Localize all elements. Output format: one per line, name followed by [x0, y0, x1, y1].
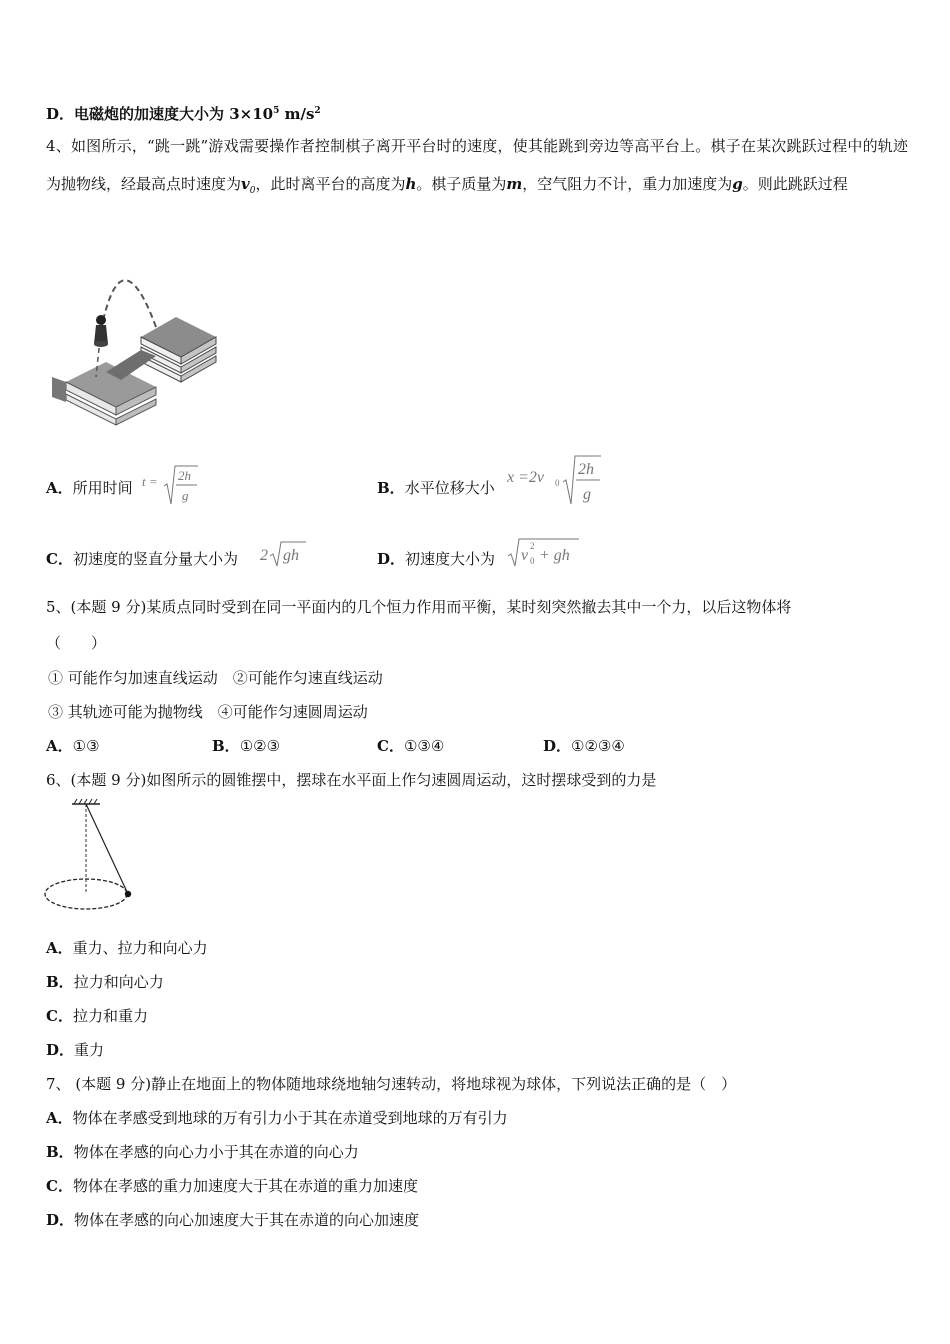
option-text: 拉力和向心力 [73, 973, 164, 991]
stem-text: (本题 9 分)某质点同时受到在同一平面内的几个恒力作用而平衡，某时刻突然撤去其中一个力，以后这物体将 [70, 598, 792, 616]
stem-part: 。棋子质量为 [416, 175, 507, 193]
option-text: 初速度大小为 [405, 550, 496, 568]
option-text: 物体在孝感的向心加速度大于其在赤道的向心加速度 [74, 1211, 420, 1229]
question-number: 6、 [46, 771, 71, 789]
trajectory-curve [101, 280, 156, 330]
q5-option-d [543, 736, 625, 756]
option-label: C． [46, 1007, 73, 1025]
question-number: 5、 [46, 598, 71, 616]
var-v0: v [241, 175, 250, 193]
q5-statement-1: ① 可能作匀加速直线运动 ②可能作匀速直线运动 [48, 669, 383, 687]
exponent: 5 [273, 106, 280, 116]
option-label: D． [377, 550, 406, 568]
unit-exponent: 2 [314, 106, 321, 116]
formula-numerator: 2h [178, 468, 191, 483]
ceiling-mount [72, 799, 100, 804]
question-number: 4、 [46, 137, 71, 155]
stem-part: ，此时离平台的高度为 [255, 175, 406, 193]
formula-lhs: t = [142, 474, 158, 489]
option-label: A． [46, 939, 73, 957]
option-label: C． [377, 737, 404, 755]
var-h: h [405, 175, 417, 193]
q5-option-c [377, 736, 444, 756]
option-label: A． [46, 479, 73, 497]
formula-initial-speed [507, 536, 582, 568]
option-label: C． [46, 550, 73, 568]
stem-part: ，空气阻力不计，重力加速度为 [522, 175, 733, 193]
q5-statement-2: ③ 其轨迹可能为抛物线 ④可能作匀速圆周运动 [48, 703, 368, 721]
formula-denominator: g [182, 488, 189, 503]
q5-blank: （ ） [46, 634, 107, 652]
option-text: ①②③ [239, 737, 281, 755]
conical-pendulum-figure [44, 798, 139, 916]
option-text: 物体在孝感受到地球的万有引力小于其在赤道受到地球的万有引力 [72, 1109, 508, 1127]
var-m: m [506, 175, 523, 193]
option-label: D． [46, 1041, 75, 1059]
option-text: ①③④ [403, 737, 445, 755]
q7-option-c [46, 1176, 418, 1196]
formula-radicand: gh [283, 547, 299, 564]
formula-displacement [507, 452, 607, 508]
option-label: B． [46, 973, 74, 991]
q4-option-b [377, 478, 495, 498]
option-text: ①②③④ [571, 737, 625, 755]
option-text: 水平位移大小 [404, 479, 495, 497]
q6-option-c [46, 1006, 148, 1026]
formula-numerator: 2h [578, 461, 594, 478]
chess-piece [94, 315, 108, 347]
option-text: 所用时间 [72, 479, 133, 497]
option-label: A． [46, 737, 73, 755]
option-label: A． [46, 1109, 73, 1127]
q5-option-b [212, 736, 280, 756]
jump-game-figure [46, 252, 221, 427]
option-text: 物体在孝感的重力加速度大于其在赤道的重力加速度 [72, 1177, 418, 1195]
formula-rest: + gh [535, 547, 570, 564]
var-g: g [732, 175, 743, 193]
option-label: D． [543, 737, 572, 755]
question-number: 7、 [46, 1075, 71, 1093]
q6-option-b [46, 972, 164, 992]
option-text: 重力、拉力和向心力 [72, 939, 208, 957]
q5-stem [46, 597, 791, 617]
formula-sub: 0 [555, 478, 560, 488]
option-text: 拉力和重力 [72, 1007, 148, 1025]
q4-option-d [377, 549, 495, 569]
q7-stem [46, 1074, 736, 1094]
option-text: ①③ [72, 737, 100, 755]
option-text: 初速度的竖直分量大小为 [72, 550, 238, 568]
right-platform [141, 317, 216, 382]
option-text: 重力 [74, 1041, 105, 1059]
formula-vertical-velocity [260, 538, 310, 568]
option-label: D． [46, 1211, 75, 1229]
left-platform [52, 362, 156, 425]
formula-coef: 2 [260, 547, 268, 564]
option-label: B． [212, 737, 240, 755]
stem-part: 。则此跳跃过程 [742, 175, 848, 193]
option-label: B． [46, 1143, 74, 1161]
option-label: D． [46, 105, 75, 123]
formula-sup: 2 [530, 541, 535, 551]
formula-lhs: x =2v [507, 469, 544, 486]
stem-text: (本题 9 分)静止在地面上的物体随地球绕地轴匀速转动，将地球视为球体，下列说法正确的是（ ） [70, 1075, 737, 1093]
unit: m/s [279, 105, 315, 123]
q4-option-a [46, 478, 133, 498]
q5-option-a [46, 736, 100, 756]
q7-option-a [46, 1108, 508, 1128]
circular-path [45, 879, 127, 909]
option-label: B． [377, 479, 405, 497]
q4-stem [46, 127, 908, 210]
var-v0-sub: 0 [249, 186, 256, 196]
option-text: 物体在孝感的向心力小于其在赤道的向心力 [73, 1143, 359, 1161]
q4-option-c [46, 549, 238, 569]
q7-option-b [46, 1142, 359, 1162]
q6-option-d [46, 1040, 104, 1060]
formula-denominator: g [583, 486, 591, 503]
option-text: 电磁炮的加速度大小为 3×10 [74, 105, 274, 123]
q3-option-d [46, 101, 321, 124]
formula-sub: 0 [530, 556, 535, 566]
stem-part: 如图所示，“跳一跳”游戏需要操作者控制棋子离开平台时的速度，使其能跳到旁边等高平台上。棋子在某次跳跃过程中的轨迹为抛物线，经最高点时速度为 [46, 137, 908, 193]
formula-time [142, 460, 202, 508]
q7-option-d [46, 1210, 419, 1230]
formula-v: v [521, 547, 529, 564]
stem-text: (本题 9 分)如图所示的圆锥摆中，摆球在水平面上作匀速圆周运动，这时摆球受到的力是 [70, 771, 657, 789]
q6-stem [46, 770, 656, 790]
option-label: C． [46, 1177, 73, 1195]
pendulum-bob [125, 891, 131, 897]
q6-option-a [46, 938, 208, 958]
